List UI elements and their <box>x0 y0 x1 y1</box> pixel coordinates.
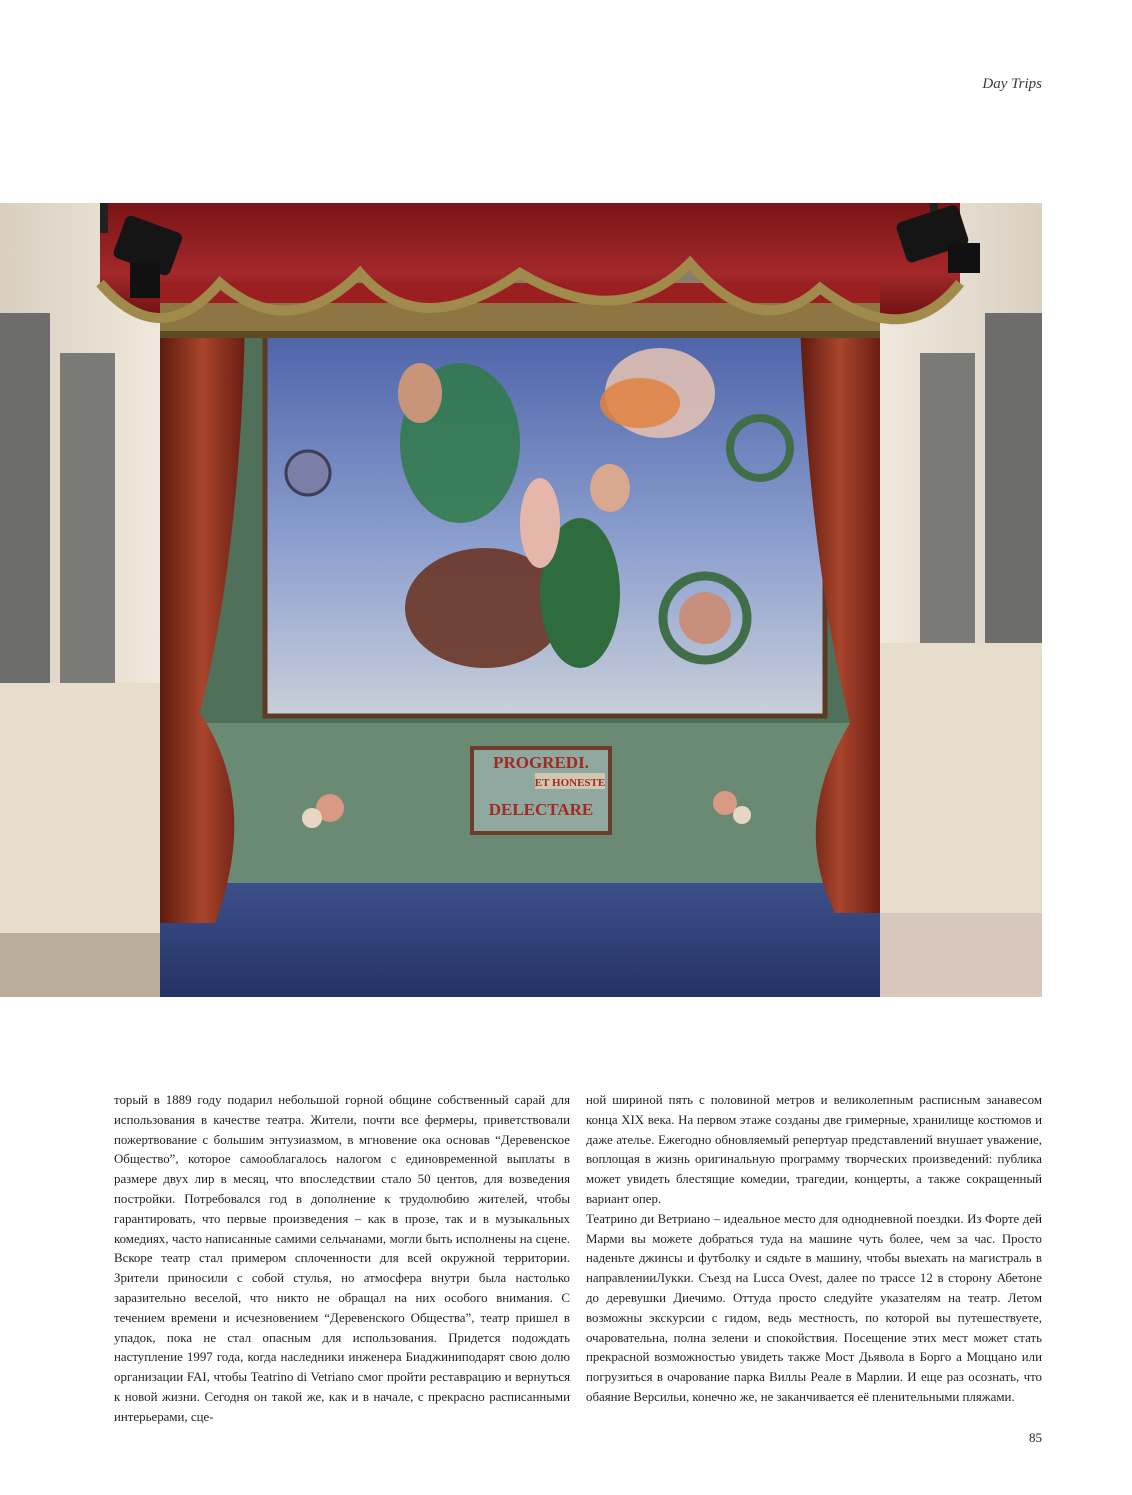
theatre-curtain-photo <box>0 203 1042 997</box>
sign-line-3: DELECTARE <box>488 800 594 819</box>
right-column-paragraph-2: Театрино ди Ветриано – идеальное место для однодневной поездки. Из Форте дей Марми вы можете добраться туда на машине чуть более, чем за час. Просто наденьте джинсы и футболку и сядьте в машину, чтобы выехать на магистраль в направленииЛукки. Съезд на Lucca Ovest, далее по трассе 12 в сторону Абетоне до деревушки Диечимо. Оттуда просто следуйте указателям на театр. Летом возможны экскурсии с гидом, ведь местность, по которой вы путешествуете, очаровательна, полна зелени и спокойствия. Посещение этих мест может стать прекрасной возможностью увидеть также Мост Дьявола в Борго а Моццано или погрузиться в очарование парка Виллы Реале в Марлии. И еще раз осознать, что обаяние Версильи, конечно же, не заканчивается её пленительными пляжами. <box>586 1211 1042 1404</box>
sign-line-2: ET HONESTE <box>534 777 606 789</box>
page-number: 85 <box>1029 1430 1042 1445</box>
left-column-paragraph: торый в 1889 году подарил небольшой горной общине собственный сарай для использования в качестве театра. Жители, почти все фермеры, приветствовали пожертвование с большим энтузиазмом, в мгновение ока основав “Деревенское Общество”, которое самооблагалось налогом с единовременной выплаты в размере двух лир в месяц, что впоследствии стало 50 центов, для возведения постройки. Потребовался год в дополнение к трудолюбию жителей, чтобы гарантировать, что первые произведения – как в прозе, так и в музыкальных комедиях, часто написанные самими сельчанами, могли быть исполнены на сцене. Вскоре театр стал примером сплоченности для всей окружной территории. Зрители приносили с собой стулья, но атмосфера внутри была настолько заразительно веселой, что никто не обращал на них особого внимания. С течением времени и исчезновением “Деревенского Общества”, театр пришел в упадок, пока не стал опасным для использования. Придется подождать наступление 1997 года, когда наследники инженера Биаджиниподарят свою долю организации FAI, чтобы Teatrino di Vetriano смог пройти реставрацию и вернуться к новой жизни. Сегодня он такой же, как и в начале, с прекрасно расписанными интерьерами, сце- <box>114 1093 570 1424</box>
right-column-paragraph-1: ной шириной пять с половиной метров и великолепным расписным занавесом конца XIX века. На первом этаже созданы две гримерные, хранилище костюмов и даже ателье. Ежегодно обновляемый репертуар представлений внушает уважение, воплощая в жизнь оригинальную программу творческих произведений: публика может увидеть блестящие комедии, трагедии, концерты, а также сокращенный вариант опер. <box>586 1093 1042 1206</box>
article-right-column <box>586 1091 1042 1408</box>
theatre-stage-illustration <box>0 203 1042 997</box>
sign-line-1: PROGREDI. <box>493 753 589 772</box>
article-left-column <box>114 1091 570 1428</box>
running-head-section: Day Trips <box>982 76 1042 92</box>
